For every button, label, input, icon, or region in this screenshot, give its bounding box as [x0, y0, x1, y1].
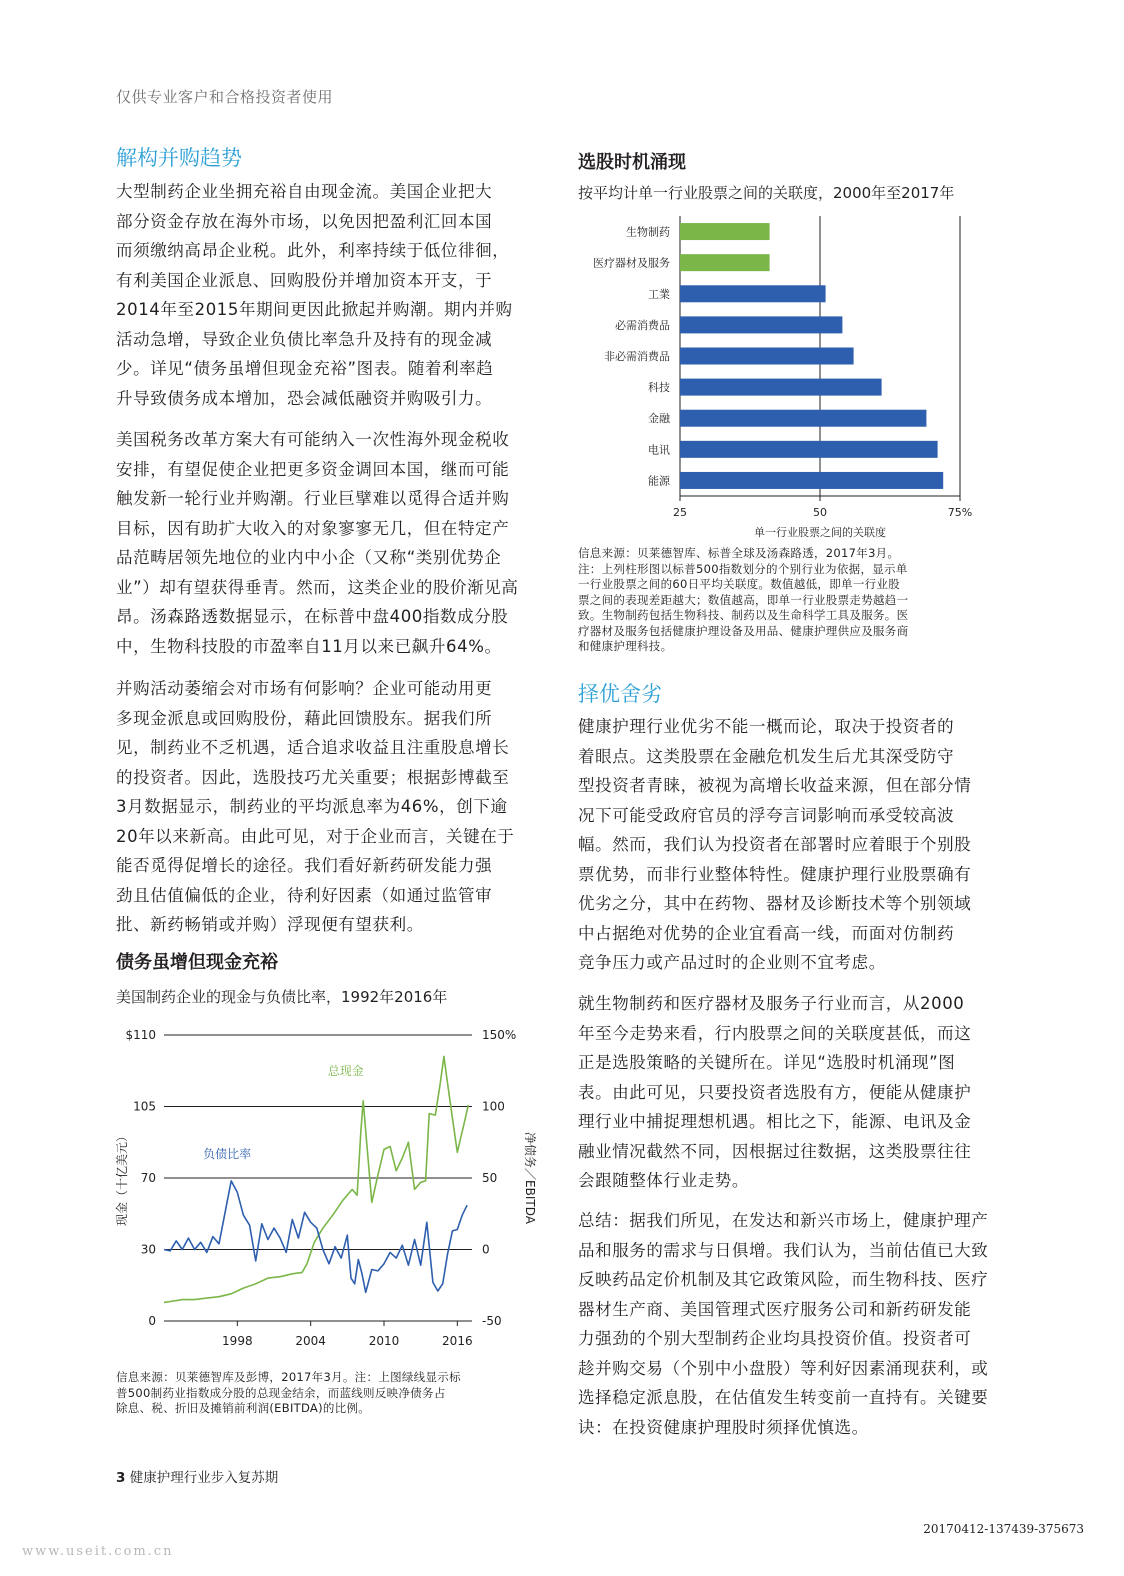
text-line: 力强劲的个别大型制药企业均具投资价值。投资者可 [578, 1329, 972, 1348]
text-line: 部分资金存放在海外市场，以免因把盈利汇回本国 [116, 211, 493, 231]
paragraph-lines [578, 989, 1008, 1196]
document-id: 20170412-137439-375673 [923, 1522, 1084, 1536]
line-chart [112, 1018, 542, 1358]
text-line: 而须缴纳高昂企业税。此外，利率持续于低位徘徊， [116, 241, 510, 260]
paragraph-lines [578, 712, 1008, 978]
text-line: 信息来源：贝莱德智库及彭博，2017年3月。注：上图绿线显示标 [116, 1370, 461, 1384]
text-line: 品和服务的需求与日俱增。我们认为，当前估值已大致 [578, 1240, 989, 1260]
text-line: 目标，因有助扩大收入的对象寥寥无几，但在特定产 [116, 518, 510, 538]
text-line: 趁并购交易（个别中小盘股）等利好因素涌现获利，或 [578, 1358, 989, 1378]
text-line: 一行业股票之间的60日平均关联度。数值越低，即单一行业股 [578, 577, 901, 591]
y-category-label: 生物制药 [626, 225, 670, 239]
y-left-tick-label: 30 [140, 1242, 156, 1257]
text-line: 融业情况截然不同，因根据过往数据，这类股票往往 [578, 1141, 972, 1161]
text-line: 表。由此可见，只要投资者选股有方，便能从健康护 [578, 1082, 972, 1102]
text-line: 反映药品定价机制及其它政策风险，而生物科技、医疗 [578, 1270, 989, 1289]
left-paragraph-2 [116, 425, 546, 661]
y-category-label: 工業 [648, 287, 670, 301]
text-line: 票优势，而非行业整体特性。健康护理行业股票确有 [578, 864, 972, 884]
text-line: 见，制药业不乏机遇，适合追求收益且注重股息增长 [116, 738, 510, 757]
text-line: 健康护理行业优劣不能一概而论，取决于投资者的 [578, 717, 955, 736]
series-line-total-cash [164, 1056, 468, 1302]
text-line: 票之间的表现差距越大；数值越高，即单一行业股票走势越趋一 [578, 592, 909, 607]
text-line: 信息来源：贝莱德智库、标普全球及汤森路透，2017年3月。 [578, 546, 900, 560]
bar [680, 472, 943, 489]
text-line: 致。生物制药包括生物科技、制药以及生命科学工具及服务。医 [578, 608, 909, 622]
text-line: 选择稳定派息股，在估值发生转变前一直持有。关键要 [578, 1388, 989, 1407]
page-number: 3 [116, 1470, 126, 1486]
text-line: 理行业中捕捉理想机遇。相比之下，能源、电讯及金 [578, 1112, 972, 1131]
text-line: 大型制药企业坐拥充裕自由现金流。美国企业把大 [116, 182, 493, 201]
bar [680, 316, 842, 333]
y-left-axis-title: 现金（十亿美元） [115, 1129, 129, 1227]
y-right-tick-label: -50 [482, 1314, 502, 1328]
page-header: 仅供专业客户和合格投资者使用 [116, 88, 334, 106]
text-line: 劲且估值偏低的企业，待利好因素（如通过监管审 [116, 885, 493, 905]
text-line: 年至今走势来看，行内股票之间的关联度甚低，而这 [578, 1023, 972, 1043]
text-line: 注：上列柱形图以标普500指数划分的个别行业为依据，显示单 [578, 561, 908, 576]
section-heading-mna: 解构并购趋势 [116, 146, 242, 170]
paragraph-lines [578, 1206, 1008, 1442]
y-right-axis-title: 净债务／EBITDA [523, 1132, 537, 1224]
series-label-debt-ratio: 负债比率 [203, 1146, 252, 1161]
y-category-label: 非必需消费品 [604, 350, 670, 363]
paragraph-lines [116, 177, 546, 413]
bar [680, 254, 770, 271]
text-line: 疗器材及服务包括健康护理设备及用品、健康护理供应及服务商 [578, 623, 909, 638]
text-line: 会跟随整体行业走势。 [578, 1171, 749, 1190]
x-tick-label: 50 [813, 506, 827, 519]
bar [680, 223, 770, 240]
text-line: 优劣之分，其中在药物、器材及诊断技术等个别领域 [578, 894, 972, 913]
bar [680, 379, 882, 396]
text-line: 能否觅得促增长的途径。我们看好新药研发能力强 [116, 856, 493, 875]
text-line: 2014年至2015年期间更因此掀起并购潮。期内并购 [116, 300, 513, 319]
text-line: 况下可能受政府官员的浮夸言词影响而承受较高波 [578, 805, 955, 825]
text-line: 批、新药畅销或并购）浮现便有望获利。 [116, 915, 424, 934]
bar [680, 441, 938, 458]
note-lines [116, 1370, 546, 1417]
y-left-tick-label: 0 [148, 1314, 156, 1328]
footer-title: 健康护理行业步入复苏期 [129, 1470, 279, 1486]
text-line: 有利美国企业派息、回购股份并增加资本开支，于 [116, 270, 493, 290]
text-line: 触发新一轮行业并购潮。行业巨擘难以觅得合适并购 [116, 489, 510, 508]
text-line: 普500制药业指数成分股的总现金结余，而蓝线则反映净债务占 [116, 1385, 446, 1400]
right-paragraph-3 [578, 1206, 1008, 1442]
bar [680, 410, 926, 427]
page-footer [116, 1466, 278, 1486]
x-tick-label: 75% [947, 506, 973, 519]
chart1-subtitle: 按平均计单一行业股票之间的关联度，2000年至2017年 [578, 184, 955, 202]
y-category-label: 科技 [648, 381, 670, 395]
text-line: 昂。汤森路透数据显示，在标普中盘400指数成分股 [116, 607, 509, 626]
text-line: 就生物制药和医疗器材及服务子行业而言，从2000 [578, 994, 965, 1013]
chart2-subtitle: 美国制药企业的现金与负债比率，1992年2016年 [116, 988, 448, 1006]
y-left-tick-label: $110 [125, 1028, 156, 1042]
y-right-tick-label: 150% [482, 1028, 517, 1042]
text-line: 竞争压力或产品过时的企业则不宜考虑。 [578, 953, 886, 972]
text-line: 除息、税、折旧及摊销前利润(EBITDA)的比例。 [116, 1401, 371, 1415]
chart1-title: 选股时机涌现 [578, 152, 686, 173]
paragraph-lines [116, 674, 546, 940]
section-heading-selective: 择优舍劣 [578, 682, 662, 706]
text-line: 品范畴居领先地位的业内中小企（又称“类别优势企 [116, 548, 502, 567]
left-paragraph-3 [116, 674, 546, 940]
text-line: 少。详见“债务虽增但现金充裕”图表。随着利率趋 [116, 359, 494, 378]
x-tick-label: 2004 [295, 1334, 326, 1348]
y-right-tick-label: 50 [482, 1171, 498, 1185]
x-tick-label: 2016 [442, 1334, 473, 1348]
y-category-label: 金融 [648, 412, 670, 426]
text-line: 正是选股策略的关键所在。详见“选股时机涌现”图 [578, 1053, 956, 1072]
y-left-tick-label: 70 [140, 1171, 156, 1185]
text-line: 升导致债务成本增加，恐会减低融资并购吸引力。 [116, 388, 493, 408]
text-line: 中，生物科技股的市盈率自11月以来已飙升64%。 [116, 636, 502, 656]
text-line: 美国税务改革方案大有可能纳入一次性海外现金税收 [116, 430, 510, 449]
x-tick-label: 2010 [368, 1334, 400, 1348]
text-line: 型投资者青睐，被视为高增长收益来源，但在部分情 [578, 776, 972, 795]
text-line: 器材生产商、美国管理式医疗服务公司和新药研发能 [578, 1299, 972, 1319]
left-paragraph-1 [116, 177, 546, 413]
text-line: 3月数据显示，制药业的平均派息率为46%，创下逾 [116, 797, 508, 816]
y-category-label: 电讯 [648, 443, 670, 457]
text-line: 多现金派息或回购股份，藉此回馈股东。据我们所 [116, 708, 493, 728]
paragraph-lines [116, 425, 546, 661]
bar [680, 348, 854, 365]
text-line: 中占据绝对优势的企业宜看高一线，而面对仿制药 [578, 923, 955, 943]
watermark: www.useit.com.cn [22, 1544, 174, 1559]
text-line: 着眼点。这类股票在金融危机发生后尤其深受防守 [578, 746, 955, 766]
text-line: 安排，有望促使企业把更多资金调回本国，继而可能 [116, 459, 510, 479]
y-category-label: 能源 [648, 474, 670, 488]
text-line: 20年以来新高。由此可见，对于企业而言，关键在于 [116, 826, 515, 846]
x-tick-label: 1998 [222, 1334, 253, 1348]
chart1-source [578, 546, 1008, 655]
bar [680, 285, 826, 302]
text-line: 幅。然而，我们认为投资者在部署时应着眼于个别股 [578, 835, 972, 854]
y-right-tick-label: 0 [482, 1242, 490, 1257]
text-line: 业”）却有望获得垂青。然而，这类企业的股价渐见高 [116, 577, 519, 597]
y-category-label: 医疗器材及服务 [593, 256, 670, 270]
text-line: 活动急增，导致企业负债比率急升及持有的现金减 [116, 329, 493, 349]
right-paragraph-2 [578, 989, 1008, 1196]
bar-chart [574, 210, 1000, 540]
x-tick-label: 25 [673, 506, 687, 519]
text-line: 总结：据我们所见，在发达和新兴市场上，健康护理产 [578, 1211, 989, 1230]
y-right-tick-label: 100 [482, 1099, 505, 1114]
text-line: 的投资者。因此，选股技巧尤关重要；根据彭博截至 [116, 767, 510, 787]
right-paragraph-1 [578, 712, 1008, 978]
chart2-title: 债务虽增但现金充裕 [116, 952, 278, 973]
text-line: 和健康护理科技。 [578, 639, 673, 653]
x-axis-title: 单一行业股票之间的关联度 [754, 526, 886, 539]
y-category-label: 必需消费品 [615, 318, 670, 332]
chart2-source [116, 1370, 546, 1417]
y-left-tick-label: 105 [133, 1099, 156, 1114]
text-line: 并购活动萎缩会对市场有何影响？企业可能动用更 [116, 679, 493, 698]
note-lines [578, 546, 1008, 655]
text-line: 诀：在投资健康护理股时须择优慎选。 [578, 1417, 869, 1437]
series-line-debt-ratio [164, 1181, 467, 1293]
series-label-total-cash: 总现金 [327, 1064, 364, 1079]
